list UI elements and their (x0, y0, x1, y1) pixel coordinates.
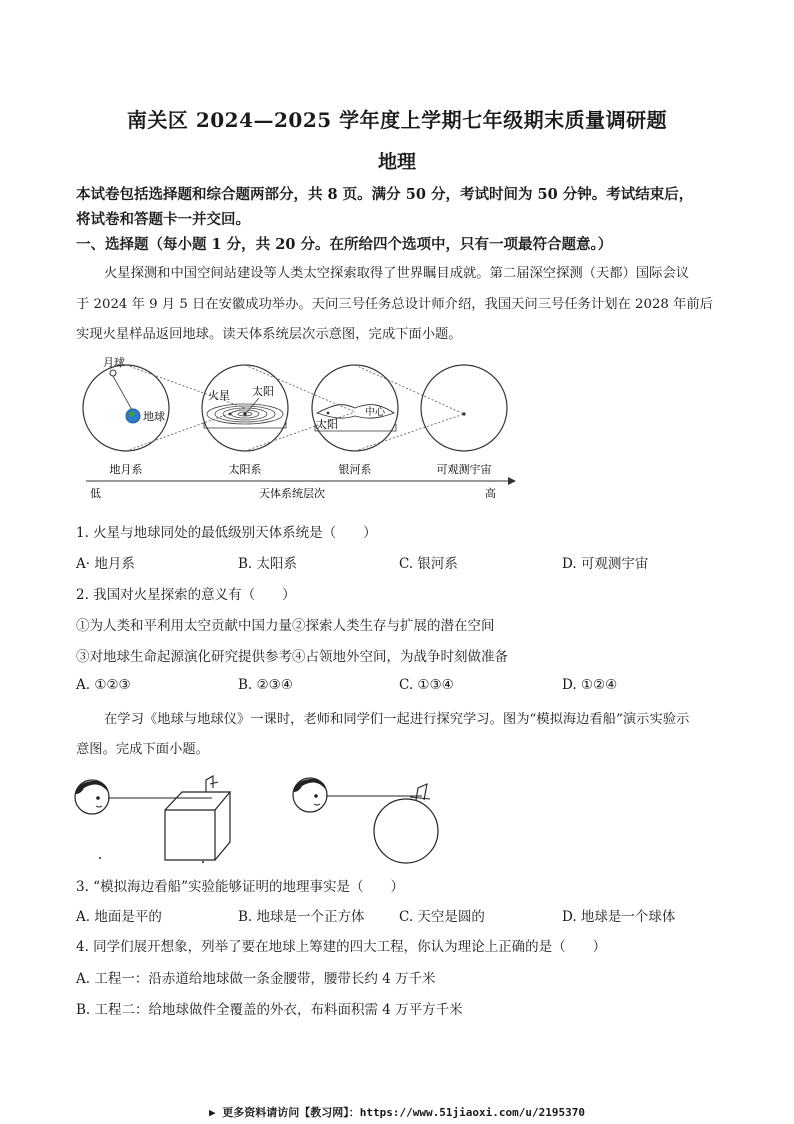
q1-option-d: D. 可观测宇宙 (562, 556, 649, 572)
q4-stem: 4. 同学们展开想象，列举了要在地球上筹建的四大工程，你认为理论上正确的是（ ） (76, 939, 607, 955)
sun-label-2: 太阳 (316, 418, 338, 431)
passage1-line-1: 火星探测和中国空间站建设等人类太空探索取得了世界瞩目成就。第二届深空探测（天都）国际会议 (104, 266, 690, 281)
sun-label: 太阳 (252, 385, 274, 398)
passage1-line-2: 于 2024 年 9 月 5 日在安徽成功举办。天问三号任务总设计师介绍，我国天问三号任务计划在 2028 年前后 (76, 297, 713, 312)
system-label-solar: 太阳系 (228, 463, 262, 476)
subject-title: 地理 (377, 151, 416, 173)
mars-label: 火星 (208, 389, 230, 402)
passage2-line-2: 意图。完成下面小题。 (76, 742, 209, 757)
q1-stem: 1. 火星与地球同处的最低级别天体系统是（ ） (76, 525, 377, 541)
passage2-line-1: 在学习《地球与地球仪》一课时，老师和同学们一起进行探究学习。图为“模拟海边看船”演示实验示 (104, 712, 690, 727)
system-label-galaxy: 银河系 (338, 463, 372, 476)
section-heading: 一、选择题（每小题 1 分，共 20 分。在所给四个选项中，只有一项最符合题意。） (76, 236, 613, 253)
q2-option-d: D. ①②④ (562, 677, 618, 693)
passage1-line-3: 实现火星样品返回地球。读天体系统层次示意图，完成下面小题。 (76, 327, 462, 342)
q4-option-a: A. 工程一：沿赤道给地球做一条金腰带，腰带长约 4 万千米 (76, 971, 436, 987)
q3-option-b: B. 地球是一个正方体 (238, 909, 365, 925)
q1-option-b: B. 太阳系 (238, 556, 298, 572)
celestial-systems-figure (80, 352, 520, 504)
moon-label: 月球 (103, 356, 125, 369)
footer-link[interactable]: ▶ 更多资料请访问【教习网】：https://www.51jiaoxi.com/u/2195370 (209, 1106, 585, 1119)
q3-stem: 3. “模拟海边看船”实验能够证明的地理事实是（ ） (76, 879, 404, 895)
q1-option-a: A· 地月系 (76, 556, 135, 572)
q2-option-c: C. ①③④ (399, 677, 454, 693)
q3-option-a: A. 地面是平的 (76, 909, 162, 925)
system-label-earth-moon: 地月系 (109, 463, 143, 476)
axis-high-label: 高 (485, 487, 496, 500)
q2-option-b: B. ②③④ (238, 677, 293, 693)
galactic-center-label: 中心 (365, 407, 385, 418)
ship-experiment-figure (70, 770, 470, 866)
earth-label: 地球 (143, 410, 165, 423)
instructions-line-1: 本试卷包括选择题和综合题两部分，共 8 页。满分 50 分，考试时间为 50 分钟。考试结束后， (76, 186, 694, 203)
system-label-universe: 可观测宇宙 (436, 463, 492, 476)
axis-title: 天体系统层次 (259, 487, 325, 500)
instructions-line-2: 将试卷和答题卡一并交回。 (76, 211, 250, 228)
q2-option-a: A. ①②③ (76, 677, 131, 693)
q2-stem: 2. 我国对火星探索的意义有（ ） (76, 587, 296, 603)
q3-option-c: C. 天空是圆的 (399, 909, 485, 925)
q2-item-line-2: ③对地球生命起源演化研究提供参考④占领地外空间，为战争时刻做准备 (76, 649, 508, 665)
q3-option-d: D. 地球是一个球体 (562, 909, 676, 925)
exam-title: 南关区 2024—2025 学年度上学期七年级期末质量调研题 (126, 108, 668, 132)
q4-option-b: B. 工程二：给地球做件全覆盖的外衣，布料面积需 4 万平方千米 (76, 1002, 463, 1018)
q2-item-line-1: ①为人类和平利用太空贡献中国力量②探索人类生存与扩展的潜在空间 (76, 618, 495, 634)
q1-option-c: C. 银河系 (399, 556, 458, 572)
axis-low-label: 低 (90, 487, 101, 500)
